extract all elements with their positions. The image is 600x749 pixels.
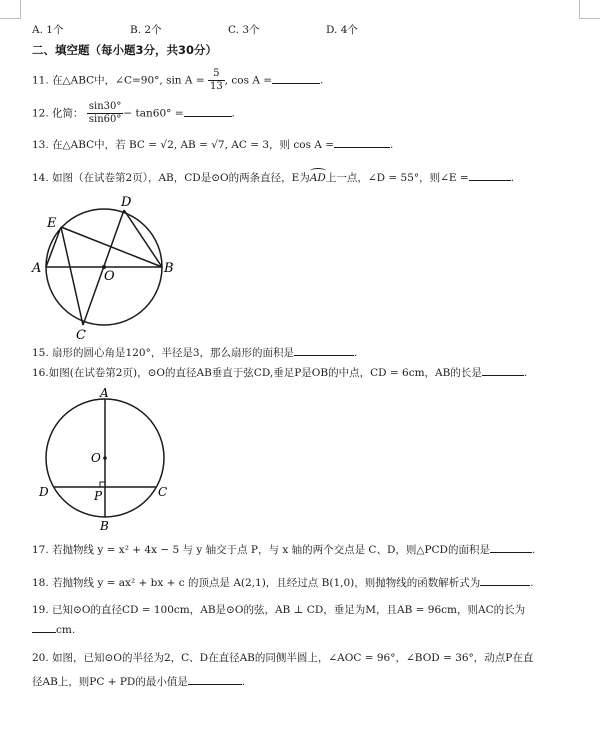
q11-frac-num: 5 bbox=[208, 68, 225, 81]
section-title: 二、填空题（每小题3分，共30分） bbox=[32, 43, 218, 57]
q13-text: 在△ABC中，若 BC = √2, AB = √7, AC = 3，则 cos A = bbox=[52, 139, 335, 151]
question-16: 16.如图(在试卷第2页)，⊙O的直径AB垂直于弦CD,垂足P是OB的中点，CD = 6cm，AB的长是 . bbox=[32, 367, 528, 379]
q12-number: 12. bbox=[32, 107, 49, 120]
q12-text: 化简： bbox=[52, 107, 84, 120]
q12-answer-blank[interactable] bbox=[184, 107, 232, 117]
q19-answer-blank[interactable] bbox=[32, 623, 56, 633]
q11-text-post: , cos A = bbox=[224, 74, 273, 87]
q13-number: 13. bbox=[32, 139, 49, 151]
q16-number: 16. bbox=[32, 367, 49, 379]
figure-16-circle-diagram bbox=[36, 386, 176, 532]
fig2-label-b: B bbox=[100, 519, 109, 532]
question-13: 13. 在△ABC中，若 BC = √2, AB = √7, AC = 3，则 cos A = . bbox=[32, 139, 394, 151]
q14-arc-ad: AD bbox=[309, 172, 326, 184]
question-20-continued: 径AB上，则PC + PD的最小值是 . bbox=[32, 676, 246, 688]
q15-number: 15. bbox=[32, 347, 49, 359]
fig2-label-c: C bbox=[158, 485, 168, 499]
question-12: 12. 化简： $\frac{\sin 30^\circ}{\sin 60^\circ}$ − tan60° = . bbox=[32, 101, 235, 125]
corner-mark-right bbox=[579, 0, 600, 19]
q16-text: 如图(在试卷第2页)，⊙O的直径AB垂直于弦CD,垂足P是OB的中点，CD = 6cm，AB的长是 bbox=[48, 367, 482, 379]
fig2-label-o: O bbox=[91, 451, 101, 465]
fig1-label-b: B bbox=[164, 261, 174, 276]
fig2-center-dot bbox=[103, 456, 107, 460]
q11-number: 11. bbox=[32, 74, 49, 87]
q12-frac-den: sin60° bbox=[88, 114, 122, 125]
q20-text: 如图，已知⊙O的半径为2，C、D在直径AB的同侧半圆上，∠AOC = 96°，∠BOD = 36°，动点P在直 bbox=[52, 652, 534, 664]
figure-14-circle-diagram bbox=[30, 190, 185, 340]
q11-text: 在△ABC中，∠C=90°, sin A = bbox=[52, 74, 205, 87]
fig1-chord-eb bbox=[61, 227, 162, 267]
fig1-label-a: A bbox=[32, 261, 42, 276]
q17-answer-blank[interactable] bbox=[490, 543, 532, 553]
q15-text: 扇形的圆心角是120°，半径是3，那么扇形的面积是 bbox=[52, 347, 295, 359]
fig1-chord-ea bbox=[46, 227, 61, 267]
corner-mark-left bbox=[0, 0, 21, 19]
fig1-label-d: D bbox=[121, 195, 132, 210]
q18-text: 若抛物线 y = ax² + bx + c 的顶点是 A(2,1)，且经过点 B(1,0)，则抛物线的函数解析式为 bbox=[52, 577, 481, 589]
q18-answer-blank[interactable] bbox=[480, 576, 530, 586]
option-a: A. 1个 bbox=[32, 24, 64, 36]
fig1-chord-db bbox=[124, 210, 162, 267]
question-11: 11. 在△ABC中，∠C=90°, sin A = $\frac{5}{13}$ , cos A = . bbox=[32, 68, 324, 92]
q14-answer-blank[interactable] bbox=[469, 171, 511, 181]
q14-text-post: 上一点，∠D = 55°，则∠E = bbox=[325, 172, 469, 184]
q20-number: 20. bbox=[32, 652, 49, 664]
q17-number: 17. bbox=[32, 544, 49, 556]
q14-text: 如图（在试卷第2页），AB，CD是⊙O的两条直径，E为 bbox=[52, 172, 310, 184]
question-15: 15. 扇形的圆心角是120°，半径是3，那么扇形的面积是 . bbox=[32, 347, 358, 359]
q13-answer-blank[interactable] bbox=[334, 138, 390, 148]
q18-number: 18. bbox=[32, 577, 49, 589]
fig2-label-p: P bbox=[94, 489, 103, 503]
fig1-label-c: C bbox=[76, 328, 86, 340]
q11-frac-den: 13 bbox=[209, 81, 223, 92]
q17-text: 若抛物线 y = x² + 4x − 5 与 y 轴交于点 P，与 x 轴的两个交点是 C、D，则△PCD的面积是 bbox=[52, 544, 490, 556]
option-c: C. 3个 bbox=[228, 24, 260, 36]
q20-answer-blank[interactable] bbox=[188, 675, 242, 685]
q12-frac-num: sin30° bbox=[88, 101, 122, 112]
q19-number: 19. bbox=[32, 604, 49, 616]
fig1-label-e: E bbox=[47, 216, 57, 231]
question-20 bbox=[32, 651, 580, 665]
question-19 bbox=[32, 603, 580, 617]
fig2-label-a: A bbox=[100, 386, 109, 400]
q11-fraction bbox=[208, 68, 225, 93]
question-19-continued bbox=[32, 623, 580, 637]
q15-answer-blank[interactable] bbox=[294, 346, 354, 356]
question-17: 17. 若抛物线 y = x² + 4x − 5 与 y 轴交于点 P，与 x 轴的两个交点是 C、D，则△PCD的面积是 . bbox=[32, 544, 536, 556]
q12-fraction bbox=[87, 101, 124, 126]
fig1-label-o: O bbox=[104, 269, 115, 284]
q12-text-post: − tan60° = bbox=[123, 107, 184, 120]
q19-text: 已知⊙O的直径CD = 100cm，AB是⊙O的弦，AB ⊥ CD，垂足为M，且AB = 96cm，则AC的长为 bbox=[52, 604, 526, 616]
question-14: 14. 如图（在试卷第2页），AB，CD是⊙O的两条直径，E为AD上一点，∠D = 55°，则∠E = . bbox=[32, 172, 515, 184]
fig2-label-d: D bbox=[39, 485, 49, 499]
question-18: 18. 若抛物线 y = ax² + bx + c 的顶点是 A(2,1)，且经过点 B(1,0)，则抛物线的函数解析式为 . bbox=[32, 577, 534, 589]
option-d: D. 4个 bbox=[326, 24, 358, 36]
q19-unit: cm. bbox=[56, 624, 76, 636]
q16-answer-blank[interactable] bbox=[482, 366, 524, 376]
q11-answer-blank[interactable] bbox=[272, 74, 320, 84]
option-b: B. 2个 bbox=[130, 24, 162, 36]
q14-number: 14. bbox=[32, 172, 49, 184]
q20-text-2: 径AB上，则PC + PD的最小值是 bbox=[32, 676, 188, 688]
